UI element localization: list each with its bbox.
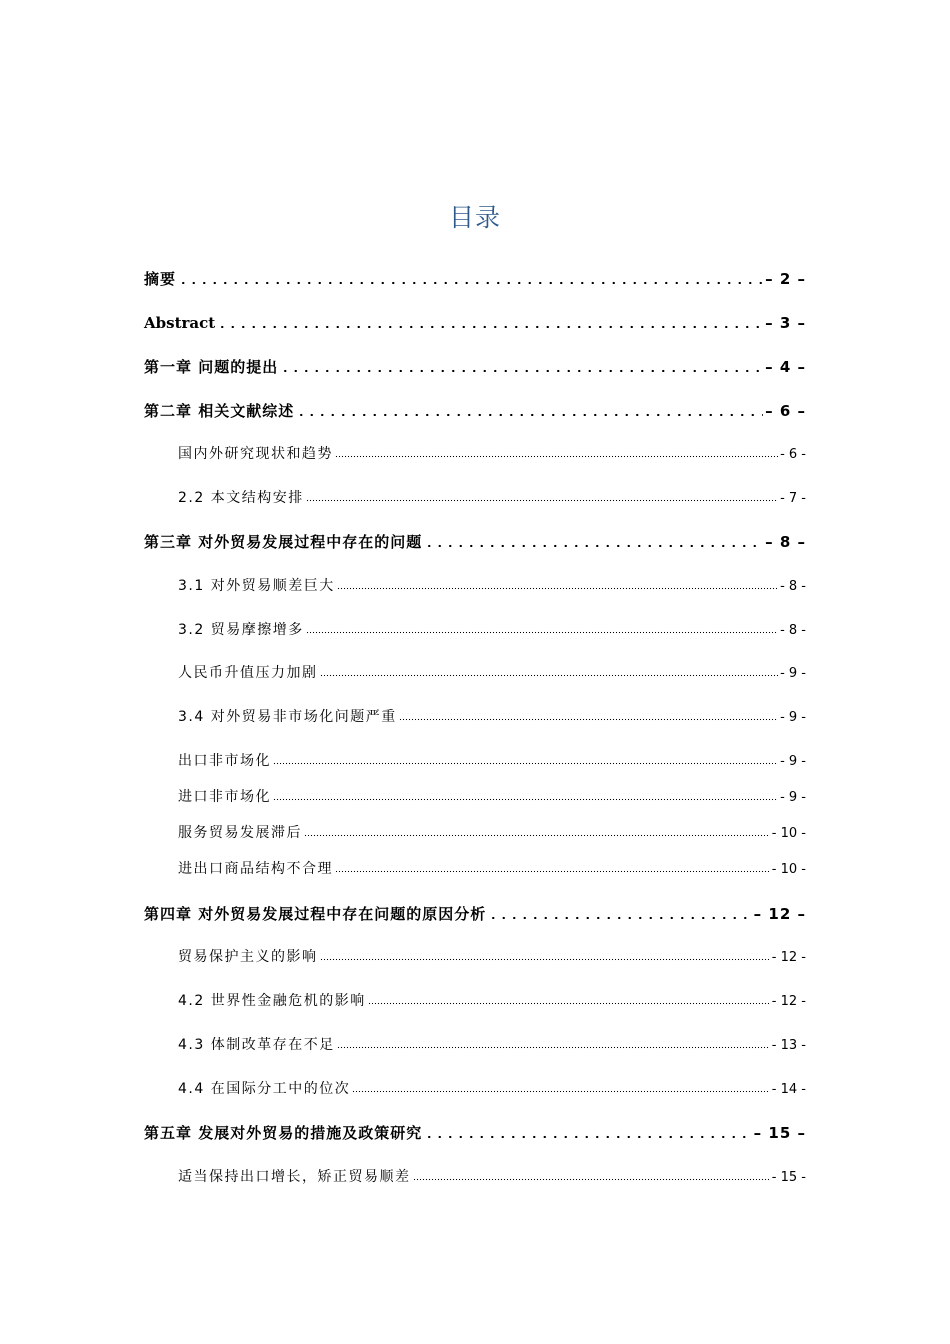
toc-leader-dots (320, 947, 770, 961)
toc-entry-abstract-en[interactable] (144, 313, 806, 333)
toc-entry-text: 3.1 对外贸易顺差巨大 (178, 578, 335, 594)
toc-entry-text: 第五章 发展对外贸易的措施及政策研究 (144, 1124, 423, 1142)
toc-entry-text: 服务贸易发展滞后 (178, 825, 302, 841)
toc-entry-chapter-3[interactable] (144, 532, 806, 552)
toc-entry-section-3-2[interactable] (178, 620, 806, 641)
toc-leader-dots (304, 823, 770, 837)
toc-page-number: – 6 – (765, 402, 806, 420)
toc-entry-text: 贸易保护主义的影响 (178, 949, 318, 965)
toc-entry-text: 人民币升值压力加剧 (178, 665, 318, 681)
toc-leader-dots (273, 751, 778, 765)
toc-entry-text: Abstract (144, 314, 216, 332)
toc-entry-section-5-1[interactable] (178, 1167, 806, 1188)
toc-leader-dots (306, 488, 778, 502)
toc-page-number: - 9 - (780, 666, 806, 681)
toc-entry-chapter-1[interactable] (144, 357, 806, 377)
toc-entry-abstract-cn[interactable] (144, 269, 806, 289)
toc-entry-section-2-1[interactable] (178, 444, 806, 465)
toc-page-number: - 6 - (780, 447, 806, 462)
toc-page-number: – 12 – (753, 905, 806, 923)
toc-entry-text: 第三章 对外贸易发展过程中存在的问题 (144, 533, 423, 551)
toc-entry-subsection-import[interactable] (178, 787, 806, 808)
toc-entry-text: 第四章 对外贸易发展过程中存在问题的原因分析 (144, 905, 487, 923)
toc-page-number: - 12 - (771, 994, 806, 1009)
toc-page-number: - 14 - (771, 1082, 806, 1097)
toc-entry-text: 3.2 贸易摩擦增多 (178, 622, 304, 638)
toc-page-number: - 8 - (780, 623, 806, 638)
toc-page-number: - 9 - (780, 710, 806, 725)
toc-leader-dots (352, 1079, 770, 1093)
toc-entry-text: 3.4 对外贸易非市场化问题严重 (178, 709, 397, 725)
toc-leader-dots (368, 991, 770, 1005)
toc-entry-text: 4.3 体制改革存在不足 (178, 1037, 335, 1053)
toc-entry-text: 2.2 本文结构安排 (178, 490, 304, 506)
toc-page-number: - 8 - (780, 579, 806, 594)
toc-entry-text: 进出口商品结构不合理 (178, 861, 333, 877)
toc-leader-dots (217, 314, 763, 328)
toc-page-number: - 15 - (771, 1170, 806, 1185)
toc-leader-dots (335, 444, 778, 458)
toc-entry-text: 国内外研究现状和趋势 (178, 446, 333, 462)
toc-entry-text: 摘要 (144, 270, 177, 288)
toc-entry-section-3-4[interactable] (178, 707, 806, 728)
toc-entry-text: 4.2 世界性金融危机的影响 (178, 993, 366, 1009)
toc-entry-section-4-2[interactable] (178, 991, 806, 1012)
toc-page-number: - 9 - (780, 754, 806, 769)
toc-entry-section-4-4[interactable] (178, 1079, 806, 1100)
toc-leader-dots (488, 905, 751, 919)
toc-entry-text: 适当保持出口增长，矫正贸易顺差 (178, 1169, 411, 1185)
toc-leader-dots (178, 270, 763, 284)
toc-leader-dots (337, 1035, 770, 1049)
toc-entry-text: 第二章 相关文献综述 (144, 402, 295, 420)
toc-entry-section-structure[interactable] (178, 859, 806, 880)
toc-entry-section-4-1[interactable] (178, 947, 806, 968)
toc-page-number: - 12 - (771, 950, 806, 965)
toc-page-number: - 7 - (780, 491, 806, 506)
toc-entry-text: 进口非市场化 (178, 789, 271, 805)
toc-page-number: - 10 - (771, 862, 806, 877)
page-title: 目录 (448, 203, 501, 232)
toc-page-number: – 15 – (753, 1124, 806, 1142)
toc-leader-dots (424, 1124, 751, 1138)
toc-page-number: – 2 – (765, 270, 806, 288)
toc-leader-dots (424, 533, 763, 547)
toc-entry-chapter-5[interactable] (144, 1123, 806, 1143)
toc-leader-dots (335, 859, 770, 873)
toc-entry-subsection-export[interactable] (178, 751, 806, 772)
toc-leader-dots (399, 707, 778, 721)
toc-entry-section-3-3[interactable] (178, 663, 806, 684)
toc-entry-chapter-4[interactable] (144, 904, 806, 924)
toc-entry-section-2-2[interactable] (178, 488, 806, 509)
toc-page-number: – 8 – (765, 533, 806, 551)
toc-page-number: - 10 - (771, 826, 806, 841)
toc-entry-chapter-2[interactable] (144, 401, 806, 421)
toc-entry-section-services[interactable] (178, 823, 806, 844)
toc-page-number: - 9 - (780, 790, 806, 805)
toc-page-number: – 3 – (765, 314, 806, 332)
toc-entry-section-4-3[interactable] (178, 1035, 806, 1056)
toc-leader-dots (296, 402, 763, 416)
toc-leader-dots (337, 576, 778, 590)
toc-entry-section-3-1[interactable] (178, 576, 806, 597)
toc-page-number: - 13 - (771, 1038, 806, 1053)
toc-entry-text: 4.4 在国际分工中的位次 (178, 1081, 351, 1097)
toc-leader-dots (280, 358, 763, 372)
toc-entry-text: 第一章 问题的提出 (144, 358, 279, 376)
toc-leader-dots (273, 787, 778, 801)
toc-page-number: – 4 – (765, 358, 806, 376)
toc-leader-dots (306, 620, 778, 634)
toc-entry-text: 出口非市场化 (178, 753, 271, 769)
toc-leader-dots (320, 663, 779, 677)
toc-leader-dots (413, 1167, 770, 1181)
